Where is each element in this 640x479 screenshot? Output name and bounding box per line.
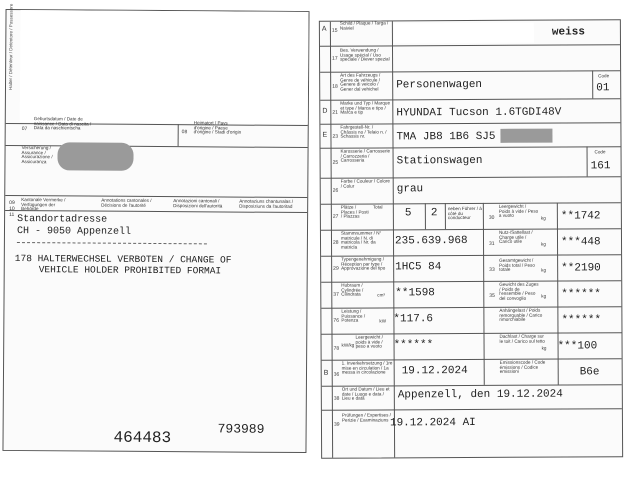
displacement-label: Hubraum / Cylindrée / Cilindrata (341, 282, 364, 297)
right-page: A 15 Schild / Plaque / Targa / Naiviel weiss 17 Bes. Verwendung / Usage spécial / Uso speciale / Diever spezial 18 Art des Fahrzeugs / Genre de véhicule / Genere di veicolo / Gener dal vehichel Personenwagen Code 01 D 21 Marke und Typ / Marque et type / Marca e tipo / Marca e tip HYUNDAI Tucson 1.6TGDI48V E 23 Fahrgestell-Nr. / Châssis no / Telaio n. / Schassis nr. TMA JB8 1B6 SJ5 25 Karosserie / Carrosserie / Carrozzeria / Carrosseria Stationswagen Code 161 26 Farbe / Couleur / Colore / Colur grau 27 Plätze / Places / Posti / Plazzas Total 5 2 neben Führer / à côté du conducteur 30 Leergewicht / Poids à vide / Peso a vuoto kg **1742 28 Stammnummer / N° matricule / N. di matricola / Nr. da matricla 235.639.968 31 Nutz-/Sattellast / Charge utile / Carico utile kg ***448 29 Typengenehmigung / Réception par type / Approvazione del tipo 1HC5 84 33 Gesamtgewicht / Poids total / Peso totale kg **2190 37 Hubraum / Cylindrée / Cilindrata cm³ **1598 35 Gewicht des Zuges / Poids de l'ensemble / Peso del convoglio kg ****** 76 Leistung / Puissance / Potenza kW *117.6 Anhängelast / Poids remorquable / Carico rimorchiabile ****** 78 kW/kg Leergewicht / poids à vide / peso a vuoto ****** Dachlast / Charge sur le toit / Carico sul tetto kg ***100 B 36 1. Inverkehrsetzung / 1re mise en circulation / 1a messa in circolazione 19.12.2024 Emissionscode / Code émissions / Codice emissioni B6e 38 Ort und Datum / Lieu et date / Luogo e data / Lieu e data Appenzell, den 19.12.2024 39 Prüfungen / Expertises / Perizie / Examinaziuns 19.12.2024 AI (319, 19, 623, 459)
holder-side-label: Halter / Détenteur / Detentore / Possessore (7, 3, 14, 90)
payload-value: ***448 (560, 236, 601, 249)
birthdate-label: Geburtsdatum / Date de naissance / Data di nascita / Data da naschientscha (33, 116, 92, 131)
special-use-label: Bes. Verwendung / Usage spécial / Uso speciale / Diever spezial (339, 47, 390, 62)
seats-front: 2 (430, 207, 438, 220)
serial-number-secondary: 793989 (217, 421, 265, 437)
emission-code-value: B6e (579, 366, 600, 379)
color-label: Farbe / Couleur / Colore / Colur (340, 178, 390, 189)
origin-label: Heimatort / Pays d'origine / Paese d'origine / Stadi d'origin (193, 120, 242, 135)
roof-load-label: Dachlast / Charge sur le toit / Carico sul tetto (499, 333, 545, 344)
annotation-divider (17, 242, 207, 244)
type-approval-label: Typengenehmigung / Réception par type / Approvazione del tipo (341, 256, 386, 271)
serial-number-main: 464483 (113, 428, 172, 448)
body-type-label: Karosserie / Carrosserie / Carrozzeria / Carrosseria (340, 148, 391, 163)
power-weight-value: ****** (393, 339, 434, 352)
insurance-label: Versicherung / Assurance / Assicurazione / Assicuranza (21, 145, 53, 165)
gross-weight-label: Gesamtgewicht / Poids total / Peso totale (499, 257, 535, 273)
first-registration-label: 1. Inverkehrsetzung / 1re mise en circulation / 1a messa in circolazione (341, 360, 393, 375)
power-weight-label: Leergewicht / poids à vide / peso a vuoto (355, 334, 383, 349)
insurance-redaction (57, 142, 133, 171)
chassis-redaction (500, 129, 552, 143)
empty-weight-value: **1742 (560, 210, 601, 223)
cantonal-label-fr: Annotations cantonales / Décisions de l'autorité (101, 197, 152, 208)
body-type-value: Stationswagen (396, 154, 483, 168)
chassis-number: TMA JB8 1B6 SJ5 (396, 130, 496, 144)
gross-weight-value: **2190 (561, 262, 601, 275)
train-weight-label: Gewicht des Zuges / Poids de l'ensemble / Peso del convoglio (499, 281, 539, 301)
whiteout-holder-area (20, 10, 309, 124)
annotation-line-1: Standortadresse (17, 214, 108, 226)
make-model-value: HYUNDAI Tucson 1.6TGDI48V (396, 106, 562, 120)
cantonal-label-rm: Annotaziuns chantunalas / Disposiziuns da l'autoritad (239, 198, 294, 209)
train-weight-value: ****** (561, 288, 601, 301)
roof-load-value: ***100 (557, 340, 598, 353)
plate-label: Schild / Plaque / Targa / Naiviel (339, 20, 389, 31)
body-type-code: 161 (590, 160, 611, 173)
cantonal-label-it: Annotazioni cantonali / Disposizioni dell'autorità (173, 198, 223, 209)
empty-weight-label: Leergewicht / Poids à vide / Peso a vuoto (498, 203, 539, 219)
annotation-line-2: CH - 9050 Appenzell (16, 226, 132, 238)
towing-value: ****** (561, 314, 602, 327)
annotation-line-4: VEHICLE HOLDER PROHIBITED FORMAI (38, 264, 222, 277)
chassis-label: Fahrgestell-Nr. / Châssis no / Telaio n. / Schassis nr. (340, 124, 387, 139)
whiteout-plate (394, 23, 534, 44)
left-page: Halter / Détenteur / Detentore / Possessore 07 Geburtsdatum / Date de naissance / Data di nascita / Data da naschientscha 08 Heimatort / Pays d'origine / Paese d'origine / Stadi d'origin Versicherung / Assurance / Assicurazione / Assicuranza 09 10 11 Kantonale Vermerke / Verfügungen der Behörde Annotations cantonales / Décisions de l'autorité Annotazioni cantonali / Disposizioni dell'autorità Annotaziuns chantunalas / Disposiziuns da l'autoritad Standortadresse CH - 9050 Appenzell 178 HALTERWECHSEL VERBOTEN / CHANGE OF VEHICLE HOLDER PROHIBITED FORMAI 464483 793989 (2, 9, 309, 453)
power-value: *117.6 (393, 313, 434, 326)
make-model-label: Marke und Typ / Marque et type / Marca e tipo / Marca e tip (340, 100, 391, 115)
cantonal-label-de: Kantonale Vermerke / Verfügungen der Behörde (21, 197, 66, 212)
matriculation-label: Stammnummer / N° matricule / N. di matricola / Nr. da matricla (340, 230, 382, 250)
inspection-value: 19.12.2024 AI (389, 416, 476, 430)
vehicle-type-label: Art des Fahrzeugs / Genre de véhicule / Genere di veicolo / Gener dal vehichel (340, 72, 381, 92)
plate-color: weiss (551, 26, 585, 39)
emission-code-label: Emissionscode / Code émissions / Codice emissioni (499, 359, 546, 375)
first-registration-date: 19.12.2024 (401, 365, 468, 378)
matriculation-value: 235.639.968 (394, 235, 468, 248)
annotation-line-3: 178 HALTERWECHSEL VERBOTEN / CHANGE OF (14, 253, 232, 266)
seats-label: Plätze / Places / Posti / Plazzas (340, 204, 369, 219)
color-value: grau (396, 183, 424, 196)
place-date-label: Ort und Datum / Lieu et date / Luogo e data / Lieu e data (341, 386, 390, 401)
power-label: Leistung / Puissance / Potenza (341, 308, 366, 323)
inspection-label: Prüfungen / Expertises / Perizie / Examinaziuns (341, 412, 391, 423)
vehicle-type-value: Personenwagen (396, 78, 483, 92)
displacement-value: **1598 (395, 287, 435, 300)
payload-label: Nutz-/Sattellast / Charge utile / Carico utile (498, 229, 533, 245)
place-date-value: Appenzell, den 19.12.2024 (397, 388, 563, 402)
vehicle-type-code: 01 (596, 82, 610, 95)
type-approval-value: 1HC5 84 (395, 261, 442, 274)
seats-total: 5 (404, 207, 412, 220)
towing-label: Anhängelast / Poids remorquable / Carico rimorchiabile (499, 307, 543, 323)
